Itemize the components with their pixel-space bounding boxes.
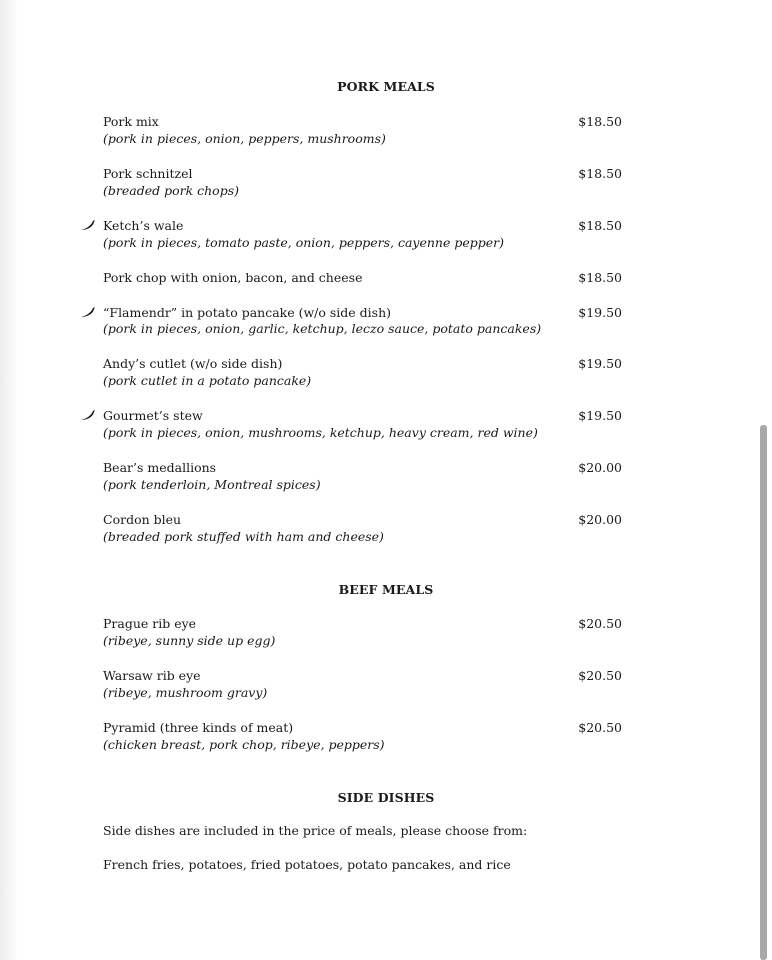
chili-pepper-icon: [80, 306, 96, 318]
item-name: Pork schnitzel: [103, 166, 193, 181]
item-name: Pork chop with onion, bacon, and cheese: [103, 270, 363, 285]
item-description: (breaded pork chops): [103, 183, 239, 198]
item-name: Ketch’s wale: [103, 218, 184, 233]
item-name: Cordon bleu: [103, 512, 182, 527]
item-price: $20.50: [578, 668, 622, 683]
item-description: (pork tenderloin, Montreal spices): [103, 477, 321, 492]
item-price: $20.00: [578, 460, 622, 475]
pork-meals-heading: PORK MEALS: [337, 79, 435, 94]
chili-pepper-icon: [80, 409, 96, 421]
item-name: Bear’s medallions: [103, 460, 217, 475]
item-name: Pyramid (three kinds of meat): [103, 720, 294, 735]
item-name: Gourmet’s stew: [103, 408, 203, 423]
item-price: $19.50: [578, 356, 622, 371]
vertical-scrollbar[interactable]: [760, 425, 767, 960]
item-price: $18.50: [578, 218, 622, 233]
item-price: $19.50: [578, 408, 622, 423]
item-name: “Flamendr” in potato pancake (w/o side dish): [103, 305, 392, 320]
item-description: (pork in pieces, onion, peppers, mushrooms): [103, 131, 386, 146]
page-edge-shadow: [0, 0, 18, 960]
item-price: $18.50: [578, 166, 622, 181]
item-price: $19.50: [578, 305, 622, 320]
item-description: (ribeye, sunny side up egg): [103, 633, 276, 648]
item-price: $20.50: [578, 720, 622, 735]
item-name: Prague rib eye: [103, 616, 197, 631]
item-description: (ribeye, mushroom gravy): [103, 685, 268, 700]
item-price: $20.50: [578, 616, 622, 631]
item-description: (pork in pieces, onion, garlic, ketchup, leczo sauce, potato pancakes): [103, 321, 542, 336]
item-name: Andy’s cutlet (w/o side dish): [103, 356, 283, 371]
item-description: (chicken breast, pork chop, ribeye, peppers): [103, 737, 385, 752]
item-description: (pork in pieces, onion, mushrooms, ketchup, heavy cream, red wine): [103, 425, 538, 440]
side-dishes-heading: SIDE DISHES: [337, 790, 435, 805]
item-name: Warsaw rib eye: [103, 668, 201, 683]
item-price: $18.50: [578, 270, 622, 285]
chili-pepper-icon: [80, 219, 96, 231]
item-price: $18.50: [578, 114, 622, 129]
side-dishes-intro: Side dishes are included in the price of meals, please choose from:: [103, 823, 528, 838]
side-dishes-options: French fries, potatoes, fried potatoes, potato pancakes, and rice: [103, 857, 511, 872]
item-price: $20.00: [578, 512, 622, 527]
item-description: (pork in pieces, tomato paste, onion, peppers, cayenne pepper): [103, 235, 504, 250]
item-description: (pork cutlet in a potato pancake): [103, 373, 312, 388]
beef-meals-heading: BEEF MEALS: [338, 582, 434, 597]
item-name: Pork mix: [103, 114, 159, 129]
item-description: (breaded pork stuffed with ham and cheese): [103, 529, 384, 544]
